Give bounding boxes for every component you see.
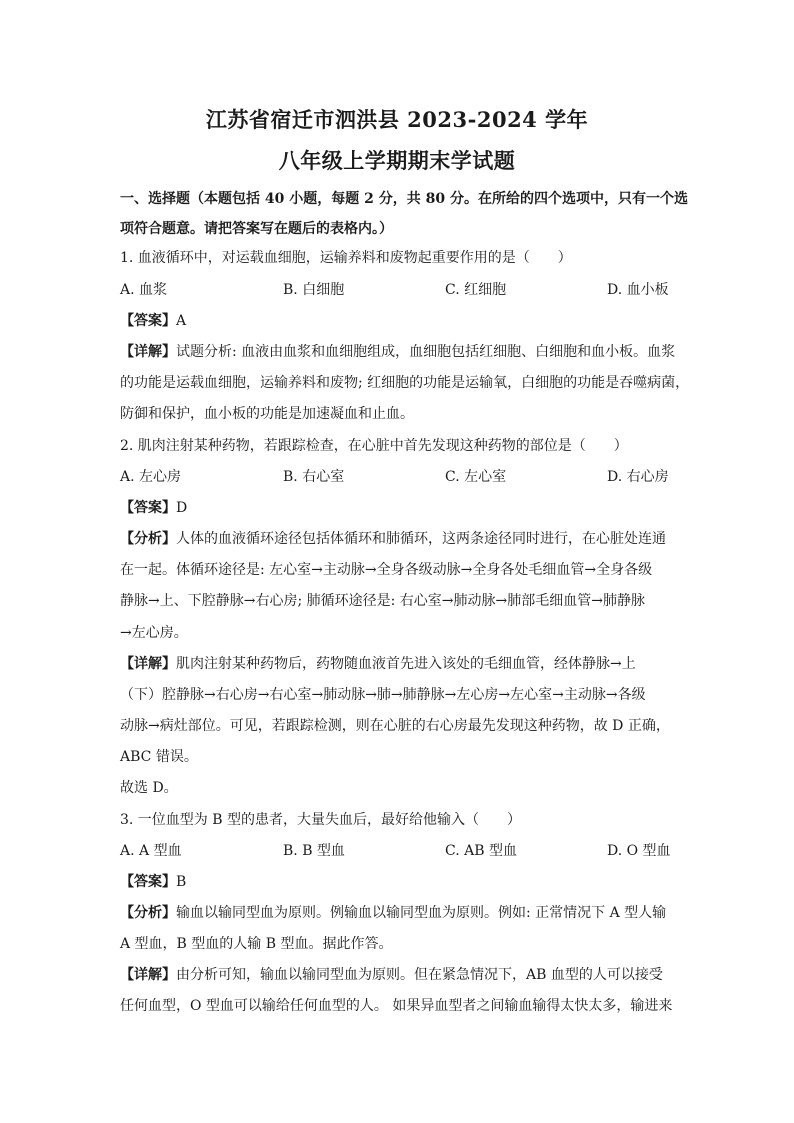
detail-label: 【详解】 [120,344,176,360]
q1-detail-line-2: 的功能是运载血细胞，运输养料和废物; 红细胞的功能是运输氧，白细胞的功能是吞噬病菌， [120,375,690,391]
analysis-label: 【分析】 [120,531,176,547]
answer-label: 【答案】 [120,313,176,329]
q2-option-c: C. 左心室 [445,469,507,485]
q3-stem: 3. 一位血型为 B 型的患者，大量失血后，最好给他输入（ ） [120,812,521,828]
q1-option-a: A. 血浆 [120,282,168,298]
q3-option-c: C. AB 型血 [445,843,517,859]
q2-option-a: A. 左心房 [120,469,182,485]
q3-answer [120,873,680,891]
q2-analysis-line-1 [120,530,680,548]
q3-analysis-line-2: A 型血，B 型血的人输 B 型血。据此作答。 [120,936,393,952]
q1-option-d: D. 血小板 [607,282,669,298]
q3-detail-line-2: 任何血型，O 型血可以输给任何血型的人。 如果异血型者之间输血输得太快太多，输进来 [120,998,673,1014]
detail-label: 【详解】 [120,656,176,672]
q2-detail-line-3: 动脉→病灶部位。可见，若跟踪检测，则在心脏的右心房最先发现这种药物，故 D 正确， [120,718,670,734]
q2-answer [120,499,680,517]
detail-text: 试题分析: 血液由血浆和血细胞组成，血细胞包括红细胞、白细胞和血小板。血浆 [176,344,676,360]
q3-option-b: B. B 型血 [283,843,345,859]
answer-label: 【答案】 [120,874,176,890]
answer-label: 【答案】 [120,500,176,516]
analysis-label: 【分析】 [120,905,176,921]
q2-conclusion: 故选 D。 [120,780,178,796]
q1-detail-line-3: 防御和保护，血小板的功能是加速凝血和止血。 [120,406,414,422]
detail-text: 肌肉注射某种药物后，药物随血液首先进入该处的毛细血管，经体静脉→上 [176,656,636,672]
q2-analysis-line-3: 静脉→上、下腔静脉→右心房; 肺循环途径是: 右心室→肺动脉→肺部毛细血管→肺静脉 [120,593,645,609]
analysis-text: 输血以输同型血为原则。例输血以输同型血为原则。例如: 正常情况下 A 型人输 [176,905,667,921]
section-heading-line-2: 项符合题意。请把答案写在题后的表格内。） [120,221,393,237]
q1-detail-line-1 [120,343,680,361]
q2-detail-line-2: （下）腔静脉→右心房→右心室→肺动脉→肺→肺静脉→左心房→左心室→主动脉→各级 [120,687,646,703]
title-line-1: 江苏省宿迁市泗洪县 2023-2024 学年 [205,107,589,132]
title-line-2: 八年级上学期期末学试题 [278,148,516,173]
q2-analysis-line-2: 在一起。体循环途径是: 左心室→主动脉→全身各级动脉→全身各处毛细血管→全身各级 [120,562,653,578]
q2-detail-line-4: ABC 错误。 [120,749,198,765]
q3-detail-line-1 [120,966,680,984]
q1-answer [120,312,680,330]
analysis-text: 人体的血液循环途径包括体循环和肺循环，这两条途径同时进行，在心脏处连通 [176,531,666,547]
answer-value: D [176,500,188,516]
q2-analysis-line-4: →左心房。 [120,625,188,641]
q2-detail-line-1 [120,655,680,673]
q3-option-d: D. O 型血 [607,843,671,859]
answer-value: B [176,874,187,890]
section-heading-line-1: 一、选择题（本题包括 40 小题，每题 2 分，共 80 分。在所给的四个选项中，只有一个选 [120,191,688,207]
q2-option-d: D. 右心房 [607,469,669,485]
detail-label: 【详解】 [120,967,176,983]
detail-text: 由分析可知，输血以输同型血为原则。但在紧急情况下，AB 血型的人可以接受 [176,967,663,983]
q1-option-b: B. 白细胞 [283,282,345,298]
q3-analysis-line-1 [120,904,680,922]
q2-option-b: B. 右心室 [283,469,345,485]
q2-stem: 2. 肌肉注射某种药物，若跟踪检查，在心脏中首先发现这种药物的部位是（ ） [120,438,628,454]
q1-stem: 1. 血液循环中，对运载血细胞，运输养料和废物起重要作用的是（ ） [120,250,572,266]
q3-option-a: A. A 型血 [120,843,182,859]
answer-value: A [176,313,187,329]
q1-option-c: C. 红细胞 [445,282,507,298]
